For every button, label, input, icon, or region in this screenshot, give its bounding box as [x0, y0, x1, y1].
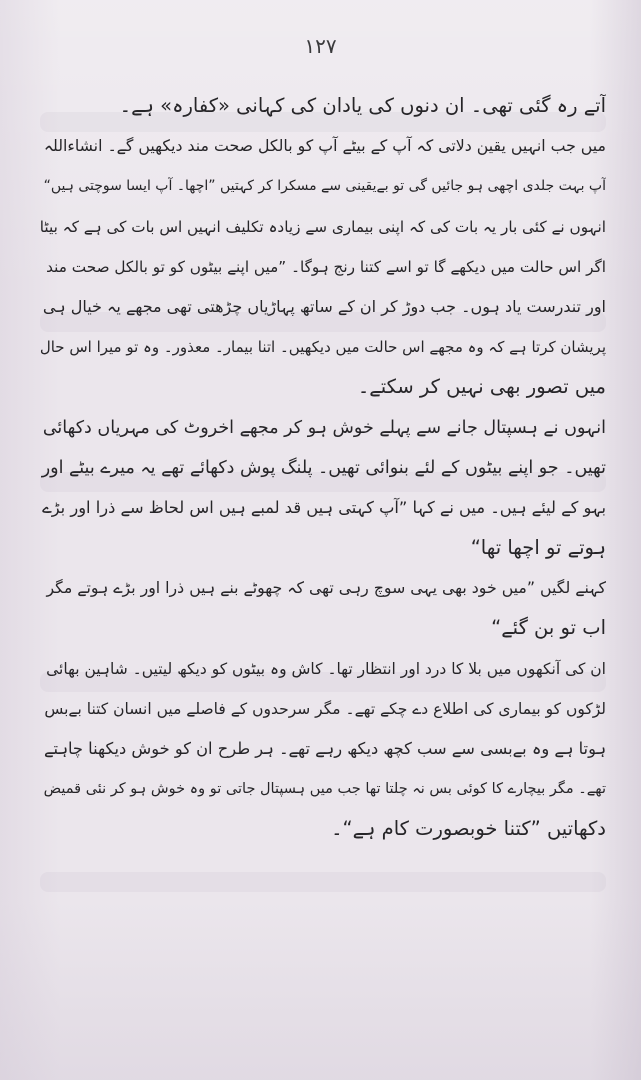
- text-line: تھے۔ مگر بیچارے کا کوئی بس نہ چلتا تھا جب میں ہسپتال جاتی تو وہ خوش ہو کر نئی قمیض: [43, 781, 606, 798]
- text-line: ان کی آنکھوں میں بلا کا درد اور انتظار تھا۔ کاش وہ بیٹوں کو دیکھ لیتیں۔ شاہین بھائی: [46, 659, 606, 678]
- text-line: بہو کے لیئے ہیں۔ میں نے کہا ”آپ کہتی ہیں قد لمبے ہیں اس لحاظ سے ذرا اور بڑے: [42, 497, 606, 517]
- page-body-text: [40, 86, 606, 850]
- text-line: پریشان کرتا ہے کہ وہ مجھے اس حالت میں دیکھیں۔ اتنا بیمار۔ معذور۔ وہ تو میرا اس حال: [40, 338, 606, 357]
- text-line: میں جب انہیں یقین دلاتی کہ آپ کے بیٹے آپ کو بالکل صحت مند دیکھیں گے۔ انشاءاللہ: [43, 136, 606, 156]
- text-line: انہوں نے کئی بار یہ بات کی کہ اپنی بیماری سے زیادہ تکلیف انہیں اس بات کی ہے کہ بیٹا: [40, 217, 606, 236]
- text-line: آتے رہ گئی تھی۔ ان دنوں کی یادان کی کہانی «کفارہ» ہے۔: [119, 94, 606, 117]
- text-line: آپ بہت جلدی اچھی ہو جائیں گی تو بےیقینی سے مسکرا کر کہتیں ”اچھا۔ آپ ایسا سوچتی ہیں“: [43, 178, 606, 195]
- text-line: اگر اس حالت میں دیکھے گا تو اسے کتنا رنج ہوگا۔ ”میں اپنے بیٹوں کو تو بالکل صحت مند: [46, 257, 606, 276]
- text-line: انہوں نے ہسپتال جانے سے پہلے خوش ہو کر مجھے اخروٹ کی مہریاں دکھائی: [42, 417, 606, 438]
- text-line: تھیں۔ جو اپنے بیٹوں کے لئے بنوائی تھیں۔ پلنگ پوش دکھائے تھے یہ میرے بیٹے اور: [41, 457, 606, 478]
- text-line: کہنے لگیں ”میں خود بھی یہی سوچ رہی تھی کہ چھوٹے بنے ہیں ذرا اور بڑے ہوتے مگر: [46, 578, 606, 598]
- text-line: ہوتے تو اچھا تھا“: [470, 536, 606, 560]
- text-line: اب تو بن گئے“: [491, 616, 606, 640]
- text-line: دکھاتیں ”کتنا خوبصورت کام ہے“۔: [331, 817, 606, 841]
- text-line: ہوتا ہے وہ بےبسی سے سب کچھ دیکھ رہے تھے۔ ہر طرح ان کو خوش دیکھنا چاہتے: [44, 739, 606, 758]
- text-line: اور تندرست یاد ہوں۔ جب دوڑ کر ان کے ساتھ پہاڑیاں چڑھتی تھی مجھے یہ خیال ہی: [42, 296, 606, 316]
- show-through-shadow: [40, 872, 606, 892]
- page-number: ۱۲۷: [304, 34, 337, 58]
- text-line: لڑکوں کو بیماری کی اطلاع دے چکے تھے۔ مگر سرحدوں کے فاصلے میں انسان کتنا بےبس: [44, 699, 606, 718]
- text-line: میں تصور بھی نہیں کر سکتے۔: [357, 375, 606, 399]
